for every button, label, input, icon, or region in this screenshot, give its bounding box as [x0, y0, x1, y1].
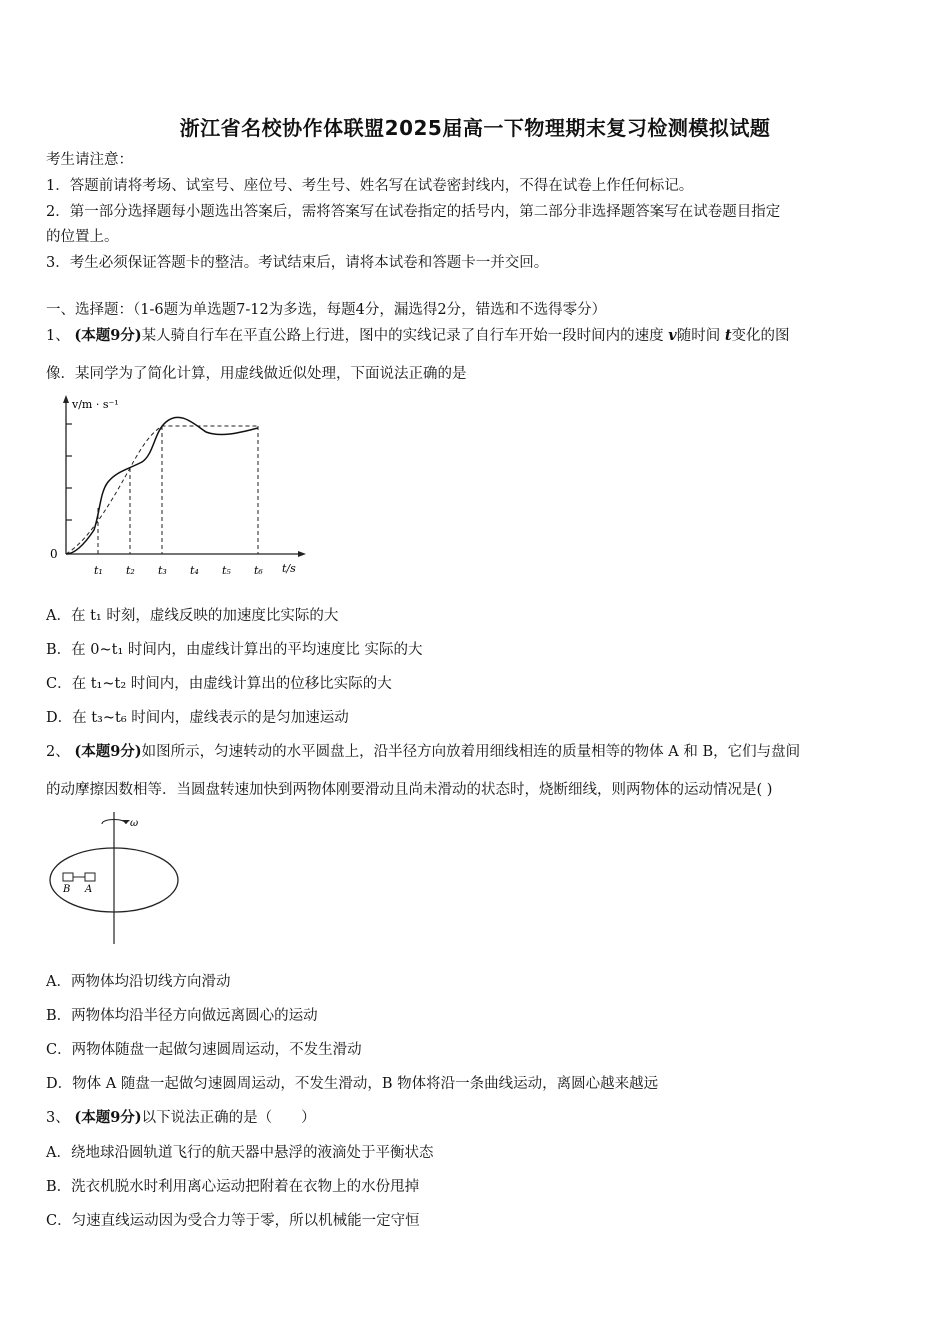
tick-label: t₆	[254, 564, 263, 577]
tick-label: t₅	[222, 564, 231, 577]
question-2-option-c: C．两物体随盘一起做匀速圆周运动，不发生滑动	[46, 1042, 362, 1058]
question-score: (本题9分)	[74, 327, 142, 344]
question-2-stem-line2: 的动摩擦因数相等．当圆盘转速加快到两物体刚要滑动且尚未滑动的状态时，烧断细线，则两物体的运动情况是( )	[46, 782, 773, 798]
question-2-option-a: A．两物体均沿切线方向滑动	[46, 974, 231, 990]
question-text: 随时间	[676, 328, 721, 344]
tick-label: t₃	[158, 564, 167, 577]
question-1-option-a: A．在 t₁ 时刻，虚线反映的加速度比实际的大	[46, 608, 339, 624]
y-axis-arrow	[63, 395, 69, 403]
block-b	[63, 873, 73, 881]
notice-item: 1．答题前请将考场、试室号、座位号、考生号、姓名写在试卷密封线内，不得在试卷上作任何标记。	[46, 178, 694, 194]
velocity-time-graph	[46, 392, 316, 584]
rotating-disk-figure	[46, 812, 186, 950]
notice-heading: 考生请注意：	[46, 152, 133, 168]
y-ticks	[66, 424, 72, 520]
question-number: 3、	[46, 1110, 70, 1126]
question-1-option-c: C．在 t₁~t₂ 时间内，由虚线计算出的位移比实际的大	[46, 676, 392, 692]
question-3-option-b: B．洗衣机脱水时利用离心运动把附着在衣物上的水份甩掉	[46, 1179, 420, 1195]
notice-item: 的位置上。	[46, 229, 119, 245]
symbol-v: v	[668, 327, 677, 344]
question-2-stem	[46, 742, 916, 762]
label-a: A	[85, 884, 93, 895]
section-heading: 一、选择题：（1-6题为单选题7-12为多选，每题4分，漏选得2分，错选和不选得零分）	[46, 302, 607, 318]
omega-label: ω	[130, 818, 139, 829]
question-text: 某人骑自行车在平直公路上行进，图中的实线记录了自行车开始一段时间内的速度	[141, 328, 664, 344]
block-a	[85, 873, 95, 881]
dashed-guides	[66, 426, 258, 554]
question-text: 变化的图	[731, 328, 790, 344]
origin-label: 0	[50, 547, 58, 561]
question-1-stem	[46, 326, 916, 346]
tick-label: t₁	[94, 564, 103, 577]
tick-label: t₂	[126, 564, 135, 577]
x-axis-arrow	[298, 551, 306, 557]
question-2-option-d: D．物体 A 随盘一起做匀速圆周运动，不发生滑动，B 物体将沿一条曲线运动，离圆心越来越远	[46, 1076, 659, 1092]
question-1-stem-line2: 像．某同学为了简化计算，用虚线做近似处理，下面说法正确的是	[46, 366, 467, 382]
question-1-option-b: B．在 0~t₁ 时间内，由虚线计算出的平均速度比 实际的大	[46, 642, 423, 658]
label-b: B	[63, 884, 71, 895]
question-score: (本题9分)	[74, 743, 142, 760]
notice-item: 3．考生必须保证答题卡的整洁。考试结束后，请将本试卷和答题卡一并交回。	[46, 255, 549, 271]
question-text: 以下说法正确的是（ ）	[141, 1110, 316, 1126]
y-axis-label: v/m · s⁻¹	[72, 398, 119, 411]
question-text: 如图所示，匀速转动的水平圆盘上，沿半径方向放着用细线相连的质量相等的物体 A 和 B，它们与盘间	[141, 744, 801, 760]
question-3-stem	[46, 1108, 916, 1128]
symbol-t: t	[724, 327, 732, 344]
question-number: 2、	[46, 744, 70, 760]
question-3-option-a: A．绕地球沿圆轨道飞行的航天器中悬浮的液滴处于平衡状态	[46, 1145, 434, 1161]
page-title: 浙江省名校协作体联盟2025届高一下物理期末复习检测模拟试题	[179, 116, 771, 140]
tick-label: t₄	[190, 564, 199, 577]
question-score: (本题9分)	[74, 1109, 142, 1126]
question-2-option-b: B．两物体均沿半径方向做远离圆心的运动	[46, 1008, 318, 1024]
question-3-option-c: C．匀速直线运动因为受合力等于零，所以机械能一定守恒	[46, 1213, 420, 1229]
question-number: 1、	[46, 328, 70, 344]
question-1-option-d: D．在 t₃~t₆ 时间内，虚线表示的是匀加速运动	[46, 710, 349, 726]
x-axis-label: t/s	[282, 562, 296, 575]
notice-item: 2．第一部分选择题每小题选出答案后，需将答案写在试卷指定的括号内，第二部分非选择题答案写在试卷题目指定	[46, 204, 781, 220]
